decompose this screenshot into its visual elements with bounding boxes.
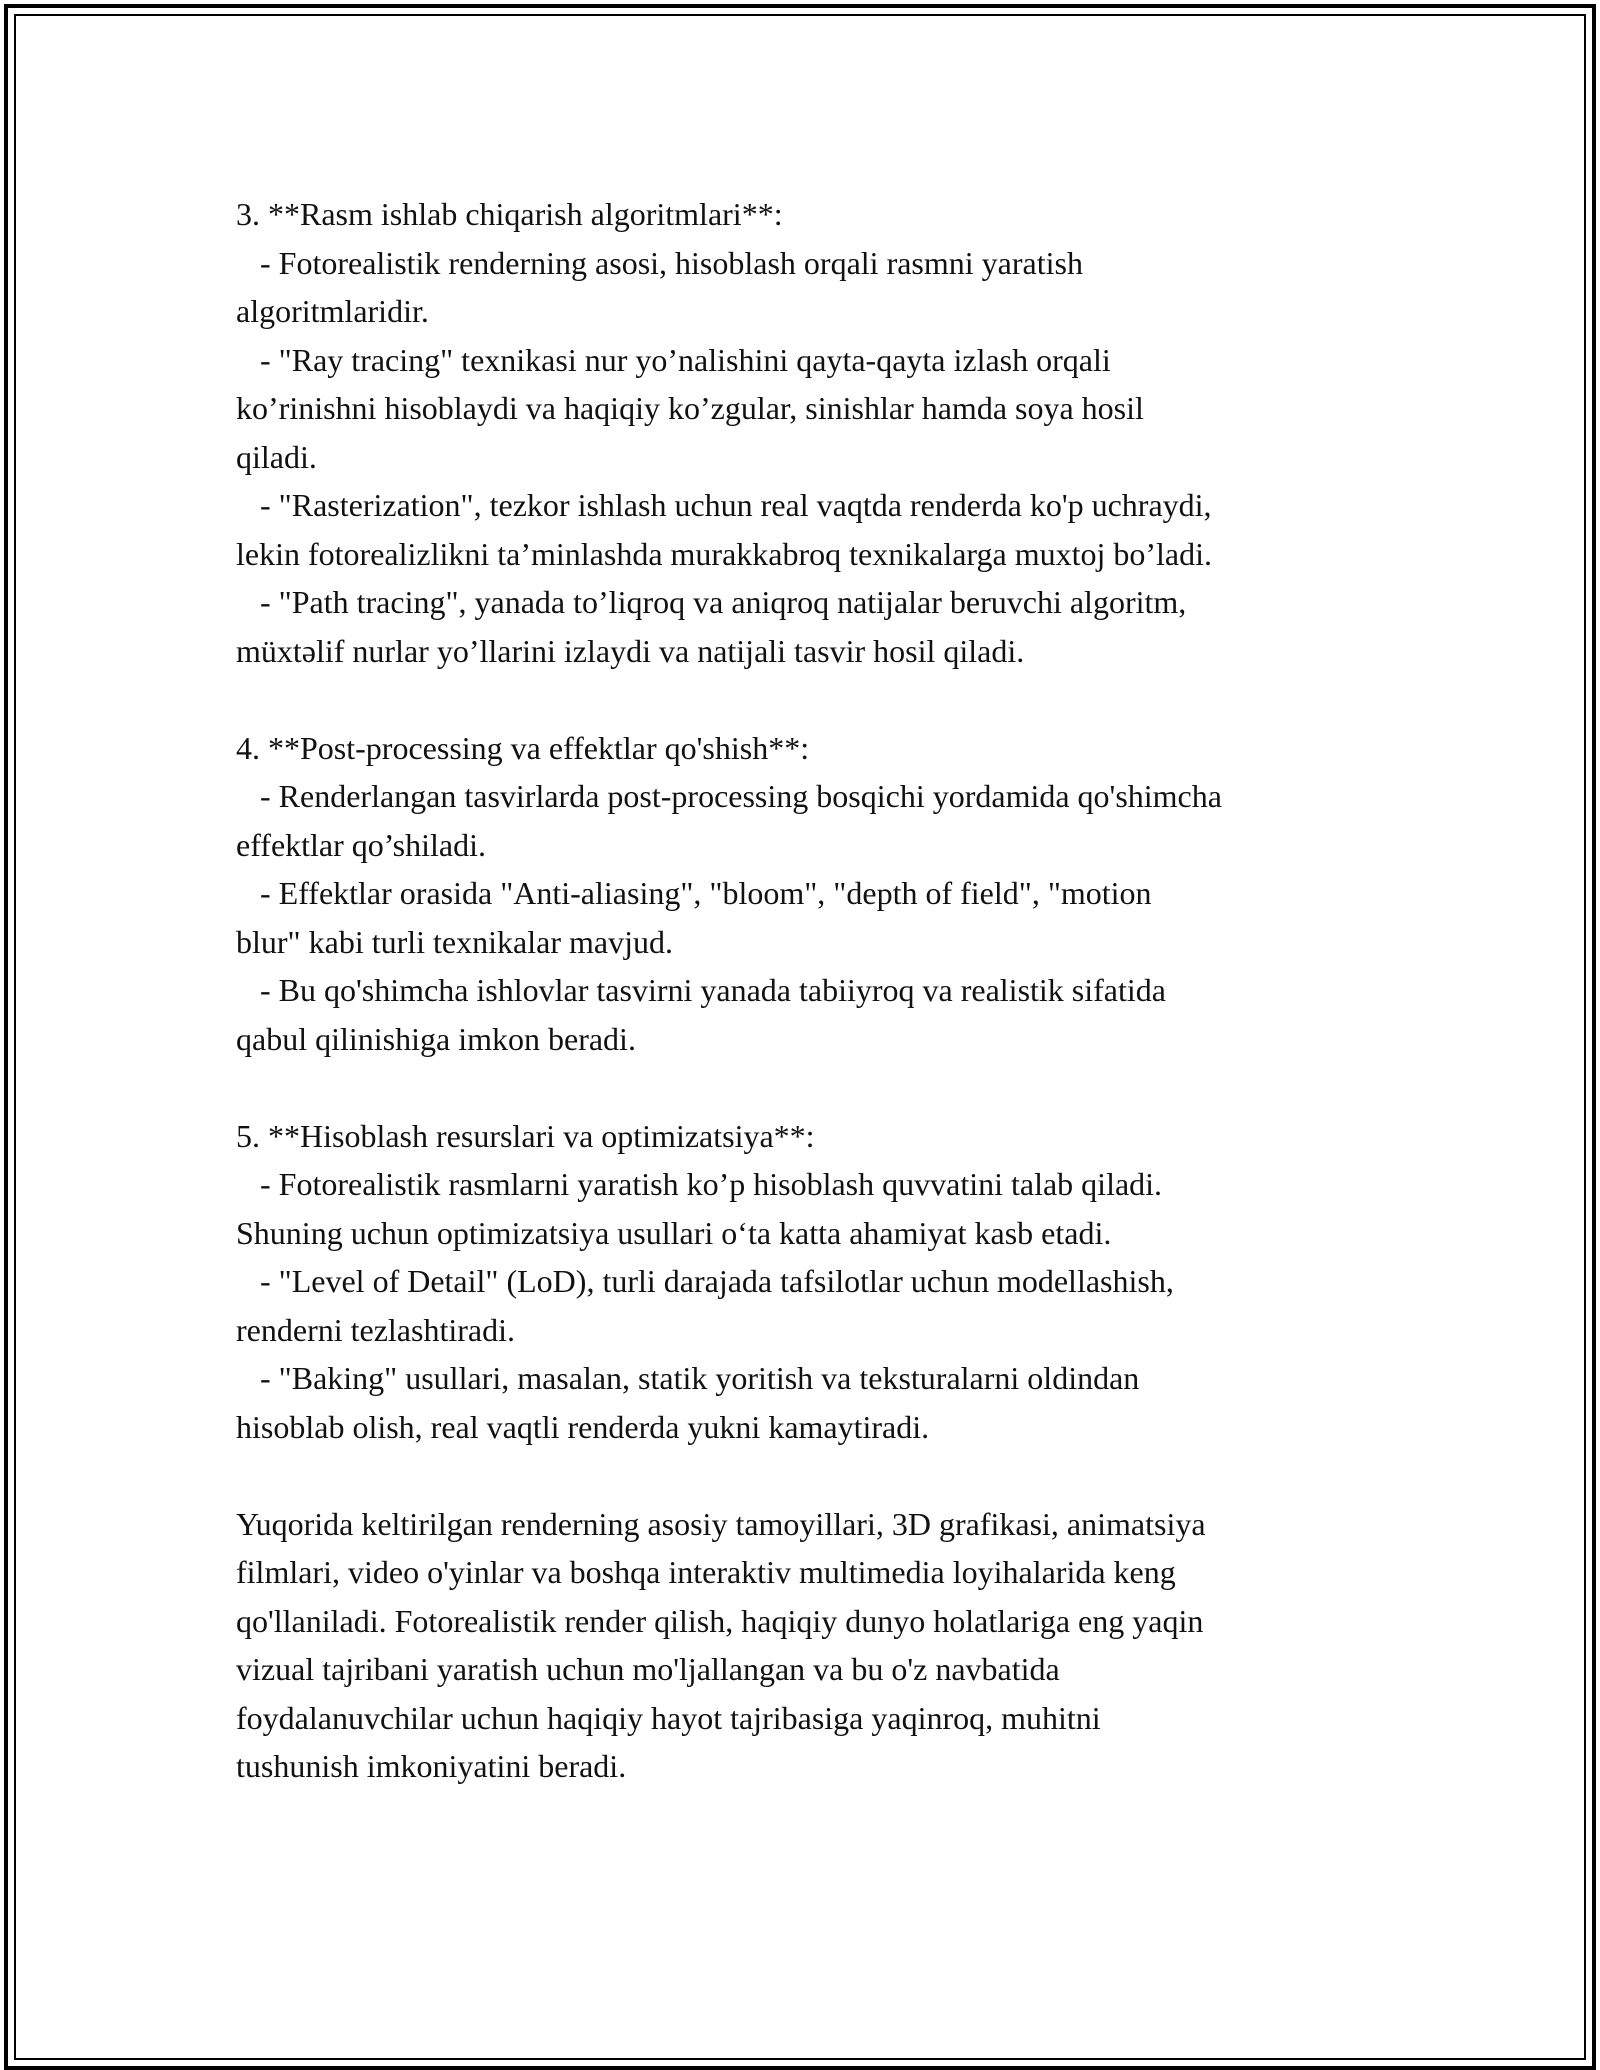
section-4-line: blur" kabi turli texnikalar mavjud. <box>236 923 673 960</box>
section-3 <box>236 190 1416 675</box>
section-5 <box>236 1112 1416 1452</box>
conclusion-line: vizual tajribani yaratish uchun mo'ljallangan va bu o'z navbatida <box>236 1651 1060 1687</box>
section-5-line: renderni tezlashtiradi. <box>236 1311 515 1348</box>
section-3-line: - "Rasterization", tezkor ishlash uchun real vaqtda renderda ko'p uchraydi, <box>236 487 1212 523</box>
section-4-line: - Effektlar orasida "Anti-aliasing", "bloom", "depth of field", "motion <box>236 875 1152 911</box>
conclusion-line: filmlari, video o'yinlar va boshqa interaktiv multimedia loyihalarida keng <box>236 1554 1176 1590</box>
section-3-line: - Fotorealistik renderning asosi, hisoblash orqali rasmni yaratish <box>236 244 1083 281</box>
section-5-heading: 5. **Hisoblash resurslari va optimizatsiya**: <box>236 1117 815 1154</box>
section-5-line: - "Level of Detail" (LoD), turli darajada tafsilotlar uchun modellashish, <box>236 1263 1174 1299</box>
conclusion-line: tushunish imkoniyatini beradi. <box>236 1748 627 1784</box>
section-5-line: Shuning uchun optimizatsiya usullari o‘ta katta ahamiyat kasb etadi. <box>236 1214 1112 1251</box>
section-3-line: - "Path tracing", yanada to’liqroq va aniqroq natijalar beruvchi algoritm, <box>236 584 1187 620</box>
paragraph-gap <box>236 1451 1416 1500</box>
section-3-heading: 3. **Rasm ishlab chiqarish algoritmlari**: <box>236 196 783 232</box>
section-4 <box>236 724 1416 1064</box>
section-3-line: ko’rinishni hisoblaydi va haqiqiy ko’zgular, sinishlar hamda soya hosil <box>236 390 1144 426</box>
paragraph-gap <box>236 675 1416 724</box>
section-4-line: qabul qilinishiga imkon beradi. <box>236 1020 636 1057</box>
section-5-line: hisoblab olish, real vaqtli renderda yukni kamaytiradi. <box>236 1408 930 1445</box>
section-5-line: - "Baking" usullari, masalan, statik yoritish va teksturalarni oldindan <box>236 1360 1140 1396</box>
conclusion-line: foydalanuvchilar uchun haqiqiy hayot tajribasiga yaqinroq, muhitni <box>236 1699 1101 1736</box>
conclusion-line: qo'llaniladi. Fotorealistik render qilish, haqiqiy dunyo holatlariga eng yaqin <box>236 1602 1204 1639</box>
section-4-line: - Bu qo'shimcha ishlovlar tasvirni yanada tabiiyroq va realistik sifatida <box>236 972 1166 1008</box>
section-3-line: algoritmlaridir. <box>236 293 429 329</box>
document-body <box>236 190 1416 1791</box>
section-3-line: qiladi. <box>236 438 317 475</box>
section-3-line: lekin fotorealizlikni ta’minlashda murakkabroq texnikalarga muxtoj bo’ladi. <box>236 535 1213 572</box>
conclusion-paragraph <box>236 1500 1416 1791</box>
section-3-line: müxtəlif nurlar yo’llarini izlaydi va natijali tasvir hosil qiladi. <box>236 632 1025 669</box>
section-5-line: - Fotorealistik rasmlarni yaratish ko’p hisoblash quvvatini talab qiladi. <box>236 1166 1163 1202</box>
section-4-heading: 4. **Post-processing va effektlar qo'shish**: <box>236 729 810 766</box>
paragraph-gap <box>236 1063 1416 1112</box>
section-4-line: - Renderlangan tasvirlarda post-processing bosqichi yordamida qo'shimcha <box>236 778 1222 814</box>
section-4-line: effektlar qo’shiladi. <box>236 826 486 863</box>
section-3-line: - "Ray tracing" texnikasi nur yo’nalishini qayta-qayta izlash orqali <box>236 341 1111 378</box>
conclusion-line: Yuqorida keltirilgan renderning asosiy tamoyillari, 3D grafikasi, animatsiya <box>236 1505 1206 1542</box>
